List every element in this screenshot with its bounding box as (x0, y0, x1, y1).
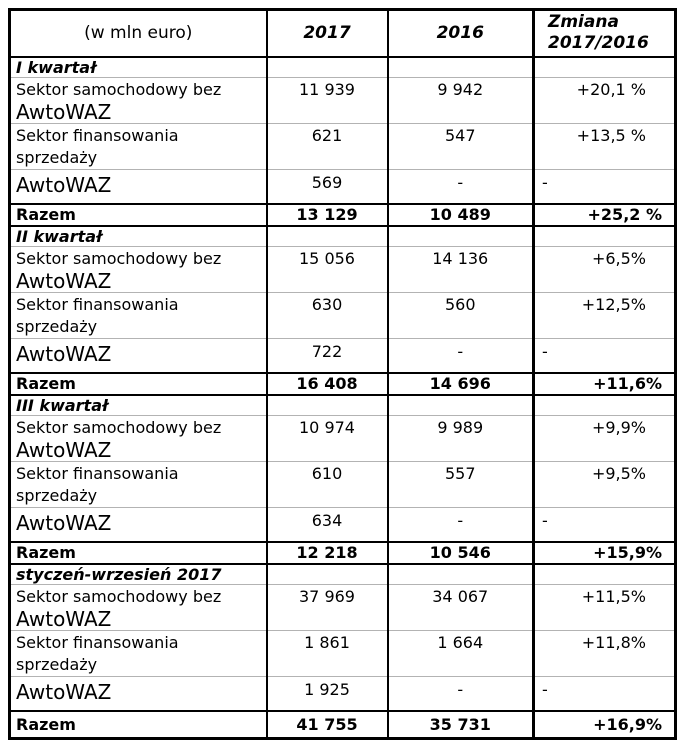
total-change: +15,9% (534, 542, 676, 564)
section-title: II kwartał (10, 226, 267, 247)
metric-label (10, 416, 267, 462)
metric-label-line2: sprzedaży (16, 486, 98, 505)
metric-label-line2: sprzedaży (16, 655, 98, 674)
col-header-2017: 2017 (267, 10, 388, 57)
metric-label: AwtoWAZ (10, 677, 267, 711)
data-row (10, 78, 676, 124)
total-row (10, 204, 676, 226)
total-row (10, 711, 676, 739)
metric-label (10, 78, 267, 124)
total-2017: 16 408 (267, 373, 388, 395)
total-row (10, 373, 676, 395)
value-change: - (534, 170, 676, 204)
value-2016: - (388, 339, 534, 373)
metric-label (10, 247, 267, 293)
value-2017: 610 (267, 462, 388, 508)
total-change: +25,2 % (534, 204, 676, 226)
metric-label-line2: AwtoWAZ (16, 269, 112, 293)
data-row-awtowaz (10, 677, 676, 711)
data-row-awtowaz (10, 339, 676, 373)
value-2016: 9 989 (388, 416, 534, 462)
value-change: +11,5% (534, 585, 676, 631)
metric-label-line2: AwtoWAZ (16, 100, 112, 124)
financial-table (8, 8, 677, 740)
value-2017: 1 861 (267, 631, 388, 677)
data-row (10, 293, 676, 339)
metric-label: AwtoWAZ (10, 339, 267, 373)
empty-cell (267, 395, 388, 416)
total-label: Razem (10, 711, 267, 739)
metric-label (10, 293, 267, 339)
metric-label-line1: Sektor finansowania (16, 126, 179, 145)
section-row-q1 (10, 57, 676, 78)
empty-cell (267, 57, 388, 78)
metric-label: AwtoWAZ (10, 170, 267, 204)
change-header-line1: Zmiana (548, 12, 619, 33)
value-2016: 34 067 (388, 585, 534, 631)
data-row (10, 416, 676, 462)
empty-cell (388, 57, 534, 78)
metric-label-line1: Sektor samochodowy bez (16, 249, 222, 268)
value-change: +11,8% (534, 631, 676, 677)
metric-label (10, 631, 267, 677)
metric-label: AwtoWAZ (10, 508, 267, 542)
value-2017: 630 (267, 293, 388, 339)
data-row-awtowaz (10, 170, 676, 204)
value-change: +20,1 % (534, 78, 676, 124)
header-row (10, 10, 676, 57)
value-change: +12,5% (534, 293, 676, 339)
section-title: III kwartał (10, 395, 267, 416)
value-2016: 557 (388, 462, 534, 508)
value-2016: - (388, 170, 534, 204)
total-2016: 10 489 (388, 204, 534, 226)
metric-label (10, 585, 267, 631)
section-title: styczeń-wrzesień 2017 (10, 564, 267, 585)
section-title: I kwartał (10, 57, 267, 78)
total-change: +11,6% (534, 373, 676, 395)
section-row-ytd (10, 564, 676, 585)
metric-label-line1: Sektor finansowania (16, 464, 179, 483)
metric-label-line2: AwtoWAZ (16, 438, 112, 462)
section-row-q2 (10, 226, 676, 247)
total-row (10, 542, 676, 564)
data-row (10, 585, 676, 631)
value-2017: 37 969 (267, 585, 388, 631)
empty-cell (267, 564, 388, 585)
value-2017: 10 974 (267, 416, 388, 462)
value-change: - (534, 677, 676, 711)
metric-label (10, 462, 267, 508)
value-2016: 14 136 (388, 247, 534, 293)
total-label: Razem (10, 204, 267, 226)
empty-cell (388, 226, 534, 247)
metric-label-line1: Sektor samochodowy bez (16, 587, 222, 606)
value-2016: - (388, 677, 534, 711)
metric-label-line1: Sektor samochodowy bez (16, 80, 222, 99)
value-2016: 9 942 (388, 78, 534, 124)
change-header-line2: 2017/2016 (548, 33, 649, 54)
value-2017: 1 925 (267, 677, 388, 711)
metric-label-line2: sprzedaży (16, 148, 98, 167)
empty-cell (534, 226, 676, 247)
metric-label (10, 124, 267, 170)
value-2016: 547 (388, 124, 534, 170)
section-row-q3 (10, 395, 676, 416)
total-label: Razem (10, 373, 267, 395)
total-2016: 35 731 (388, 711, 534, 739)
data-row (10, 462, 676, 508)
metric-label-line2: sprzedaży (16, 317, 98, 336)
total-2017: 12 218 (267, 542, 388, 564)
total-change: +16,9% (534, 711, 676, 739)
data-row (10, 631, 676, 677)
data-row (10, 124, 676, 170)
value-2017: 11 939 (267, 78, 388, 124)
value-2016: 560 (388, 293, 534, 339)
value-change: +6,5% (534, 247, 676, 293)
value-2016: 1 664 (388, 631, 534, 677)
data-row (10, 247, 676, 293)
value-2017: 569 (267, 170, 388, 204)
empty-cell (534, 57, 676, 78)
data-row-awtowaz (10, 508, 676, 542)
value-2017: 722 (267, 339, 388, 373)
empty-cell (388, 564, 534, 585)
total-2016: 10 546 (388, 542, 534, 564)
value-change: +9,5% (534, 462, 676, 508)
metric-label-line1: Sektor finansowania (16, 633, 179, 652)
col-header-2016: 2016 (388, 10, 534, 57)
empty-cell (267, 226, 388, 247)
metric-label-line1: Sektor finansowania (16, 295, 179, 314)
value-change: +9,9% (534, 416, 676, 462)
value-2016: - (388, 508, 534, 542)
value-change: - (534, 339, 676, 373)
total-2016: 14 696 (388, 373, 534, 395)
empty-cell (534, 564, 676, 585)
value-change: +13,5 % (534, 124, 676, 170)
value-change: - (534, 508, 676, 542)
value-2017: 634 (267, 508, 388, 542)
unit-label: (w mln euro) (10, 10, 267, 57)
empty-cell (388, 395, 534, 416)
total-2017: 13 129 (267, 204, 388, 226)
value-2017: 621 (267, 124, 388, 170)
empty-cell (534, 395, 676, 416)
total-label: Razem (10, 542, 267, 564)
metric-label-line2: AwtoWAZ (16, 607, 112, 631)
value-2017: 15 056 (267, 247, 388, 293)
metric-label-line1: Sektor samochodowy bez (16, 418, 222, 437)
col-header-change (534, 10, 676, 57)
total-2017: 41 755 (267, 711, 388, 739)
